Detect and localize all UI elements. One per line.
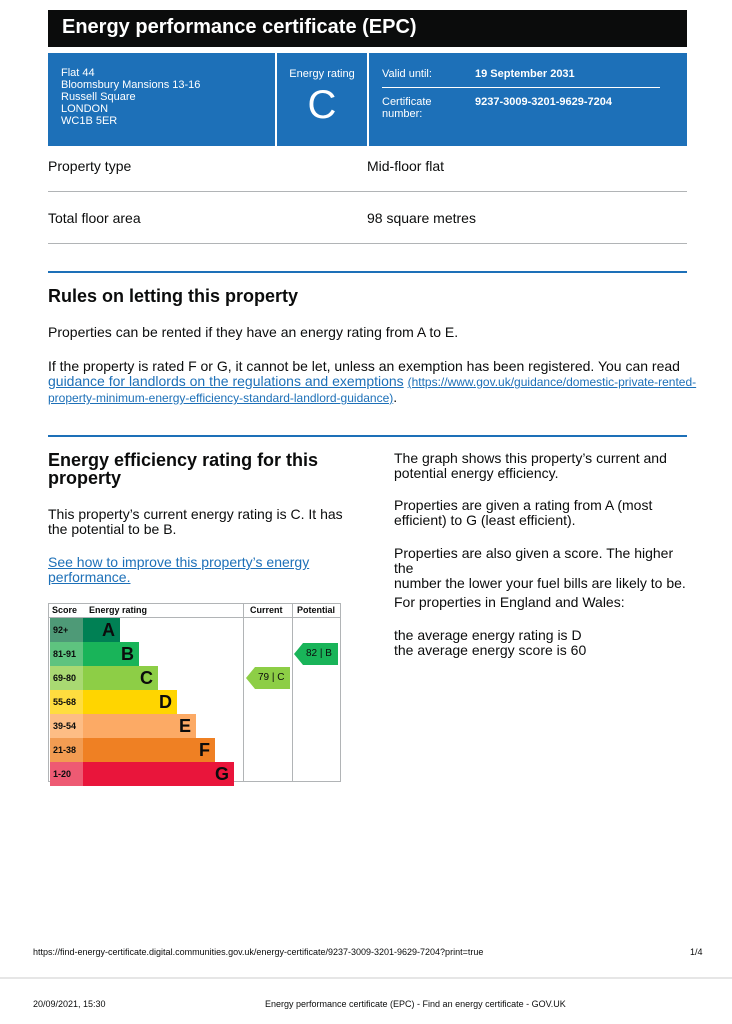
page-number: 1/4	[690, 947, 703, 957]
efficiency-heading	[48, 451, 318, 487]
address-line: Flat 44	[61, 67, 95, 79]
rules-paragraph	[48, 358, 697, 406]
chart-header-rating: Energy rating	[89, 605, 148, 615]
landlord-guidance-url[interactable]: (https://www.gov.uk/guidance/domestic-private-rented-	[407, 375, 697, 389]
chart-header-current: Current	[250, 605, 283, 615]
divider	[367, 53, 369, 146]
text-line: Properties are also given a score. The higher the	[394, 545, 674, 576]
text-line: the average energy rating is D	[394, 627, 582, 643]
divider	[382, 87, 660, 88]
band-score-c: 69-80	[50, 666, 83, 690]
property-type-label: Property type	[48, 158, 132, 174]
section-divider	[48, 435, 687, 437]
address-line: WC1B 5ER	[61, 115, 118, 127]
floor-area-value: 98 square metres	[367, 210, 476, 226]
floor-area-label: Total floor area	[48, 210, 141, 226]
rules-heading: Rules on letting this property	[48, 286, 299, 306]
arrow-label: 79 | C	[258, 672, 285, 683]
landlord-guidance-link[interactable]: guidance for landlords on the regulations and exemptions	[48, 373, 404, 389]
document-title: Energy performance certificate (EPC) - Find an energy certificate - GOV.UK	[265, 999, 566, 1009]
text-line: The graph shows this property’s current and	[394, 450, 667, 466]
chart-column-divider	[243, 604, 244, 781]
address-line: Bloomsbury Mansions 13-16	[61, 79, 201, 91]
band-score-a: 92+	[50, 618, 83, 642]
certificate-number-value: 9237-3009-3201-9629-7204	[475, 96, 613, 108]
current-rating-marker	[246, 667, 290, 689]
label-line: number:	[382, 108, 423, 120]
band-bar-g: G	[83, 762, 234, 786]
text-line: efficient) to G (least efficient).	[394, 512, 576, 528]
band-score-d: 55-68	[50, 690, 83, 714]
valid-until-value: 19 September 2031	[475, 68, 575, 80]
energy-rating-letter: C	[307, 83, 337, 127]
rules-paragraph: Properties can be rented if they have an energy rating from A to E.	[48, 324, 459, 340]
paragraph-text: If the property is rated F or G, it cannot be let, unless an exemption has been registered. You can read	[48, 358, 680, 374]
valid-until-label: Valid until:	[382, 68, 432, 80]
energy-rating-chart	[48, 603, 341, 782]
chart-header-score: Score	[52, 605, 78, 615]
text-line: potential energy efficiency.	[394, 465, 559, 481]
band-score-e: 39-54	[50, 714, 83, 738]
section-divider	[48, 271, 687, 273]
landlord-guidance-url[interactable]: property-minimum-energy-efficiency-standard-landlord-guidance)	[48, 391, 394, 405]
energy-rating-label: Energy rating	[289, 68, 355, 80]
current-rating-text	[48, 507, 343, 537]
band-bar-f: F	[83, 738, 215, 762]
property-address	[61, 67, 200, 127]
improve-link-text[interactable]: performance.	[48, 569, 131, 585]
potential-rating-marker	[294, 643, 338, 665]
property-type-value: Mid-floor flat	[367, 158, 445, 174]
chart-column-divider	[292, 604, 293, 781]
band-score-g: 1-20	[50, 762, 83, 786]
band-bar-c: C	[83, 666, 158, 690]
divider	[0, 977, 732, 979]
text-line: the average energy score is 60	[394, 642, 587, 658]
rating-explanation	[394, 498, 694, 528]
punctuation: .	[393, 389, 398, 405]
score-explanation	[394, 546, 694, 591]
page-url: https://find-energy-certificate.digital.communities.gov.uk/energy-certificate/9237-3009-3201-9629-7204?print=true	[33, 947, 484, 957]
page-title: Energy performance certificate (EPC)	[48, 10, 687, 47]
arrow-label: 82 | B	[306, 648, 332, 659]
improve-link[interactable]	[48, 555, 309, 585]
band-score-b: 81-91	[50, 642, 83, 666]
band-bar-d: D	[83, 690, 177, 714]
print-date: 20/09/2021, 15:30	[33, 999, 106, 1009]
text-line: the potential to be B.	[48, 521, 177, 537]
average-rating-text	[394, 628, 694, 658]
certificate-summary	[48, 53, 687, 146]
text-line: number the lower your fuel bills are likely to be.	[394, 575, 686, 591]
text-line: Properties are given a rating from A (most	[394, 497, 653, 513]
band-bar-a: A	[83, 618, 120, 642]
text-line: This property’s current energy rating is C. It has	[48, 506, 343, 522]
band-bar-e: E	[83, 714, 196, 738]
band-bar-b: B	[83, 642, 139, 666]
heading-line: Energy efficiency rating for this	[48, 450, 319, 470]
chart-explanation	[394, 451, 694, 481]
divider	[48, 243, 687, 244]
band-score-f: 21-38	[50, 738, 83, 762]
certificate-number-label	[382, 96, 432, 120]
divider	[48, 191, 687, 192]
address-line: Russell Square	[61, 91, 136, 103]
chart-header-potential: Potential	[297, 605, 336, 615]
heading-line: property	[48, 468, 122, 488]
improve-link-text[interactable]: See how to improve this property’s energy	[48, 554, 310, 570]
label-line: Certificate	[382, 96, 432, 108]
region-text: For properties in England and Wales:	[394, 594, 625, 610]
address-line: LONDON	[61, 103, 109, 115]
